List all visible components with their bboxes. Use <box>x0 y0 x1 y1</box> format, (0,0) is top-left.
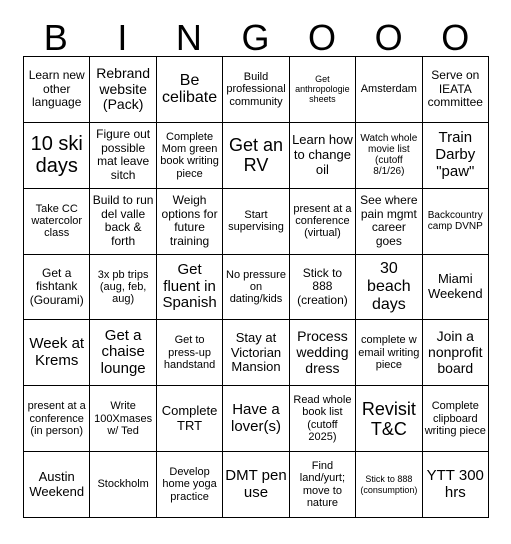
cell-text: Build to run del valle back & forth <box>92 193 154 248</box>
bingo-cell[interactable] <box>290 320 356 386</box>
header-letter-7: O <box>441 17 471 58</box>
bingo-cell[interactable] <box>157 255 223 321</box>
bingo-cell[interactable] <box>423 123 489 189</box>
bingo-cell[interactable] <box>90 123 156 189</box>
cell-text: 30 beach days <box>367 260 411 313</box>
cell-text: Develop home yoga practice <box>162 466 217 503</box>
cell-text: present at a conference (virtual) <box>293 202 352 240</box>
header-letter-2: I <box>117 17 129 58</box>
bingo-cell[interactable] <box>24 320 90 386</box>
cell-text: Be celibate <box>161 71 218 107</box>
bingo-cell[interactable] <box>157 57 223 123</box>
bingo-cell[interactable] <box>223 386 289 452</box>
bingo-cell[interactable] <box>223 57 289 123</box>
bingo-cell[interactable] <box>356 320 422 386</box>
cell-text: Learn new other language <box>28 68 85 110</box>
bingo-cell[interactable] <box>423 189 489 255</box>
cell-text: Stick to 888 (consumption) <box>360 474 418 495</box>
cell-text: Complete Mom green book writing piece <box>160 130 219 180</box>
bingo-cell[interactable] <box>356 189 422 255</box>
bingo-cell[interactable] <box>90 57 156 123</box>
header-letter-3: N <box>175 17 203 58</box>
cell-text: No pressure on dating/kids <box>226 268 286 306</box>
bingo-cell[interactable] <box>157 123 223 189</box>
cell-text: Get anthropologie sheets <box>295 74 350 105</box>
bingo-header <box>23 14 489 62</box>
bingo-cell[interactable] <box>356 255 422 321</box>
bingo-cell[interactable] <box>290 189 356 255</box>
cell-text: YTT 300 hrs <box>426 466 484 501</box>
cell-text: Backcountry camp DVNP <box>427 209 483 233</box>
bingo-cell[interactable] <box>24 123 90 189</box>
cell-text: 10 ski days <box>30 132 83 178</box>
cell-text: Rebrand website (Pack) <box>96 64 150 113</box>
cell-text: Build professional community <box>226 70 286 108</box>
cell-text: Stick to 888 (creation) <box>297 265 348 307</box>
cell-text: Get an RV <box>228 135 284 176</box>
bingo-cell[interactable] <box>223 452 289 518</box>
header-letter-4: G <box>241 17 271 58</box>
cell-text: Get fluent in Spanish <box>162 260 217 312</box>
header-letter-1: B <box>43 17 69 58</box>
bingo-cell[interactable] <box>356 123 422 189</box>
bingo-cell[interactable] <box>223 255 289 321</box>
cell-text: Weigh options for future training <box>161 193 218 248</box>
bingo-board <box>23 56 489 518</box>
bingo-cell[interactable] <box>157 452 223 518</box>
cell-text: Get a chaise lounge <box>100 326 146 378</box>
bingo-cell[interactable] <box>423 255 489 321</box>
cell-text: Train Darby "paw" <box>435 129 476 180</box>
cell-text: Austin Weekend <box>29 469 85 499</box>
cell-text: Process wedding dress <box>296 328 349 376</box>
bingo-cell[interactable] <box>290 123 356 189</box>
bingo-cell[interactable] <box>157 320 223 386</box>
cell-text: DMT pen use <box>225 466 287 501</box>
bingo-cell[interactable] <box>290 386 356 452</box>
bingo-cell[interactable] <box>24 57 90 123</box>
cell-text: Serve on IEATA committee <box>427 68 483 110</box>
cell-text: Miami Weekend <box>427 271 483 301</box>
bingo-cell[interactable] <box>90 189 156 255</box>
cell-text: present at a conference (in person) <box>27 400 86 437</box>
bingo-cell[interactable] <box>90 255 156 321</box>
header-letter-5: O <box>308 17 338 58</box>
bingo-cell[interactable] <box>356 57 422 123</box>
cell-text: Read whole book list (cutoff 2025) <box>293 394 352 444</box>
cell-text: Complete clipboard writing piece <box>424 400 486 437</box>
bingo-cell[interactable] <box>423 57 489 123</box>
cell-text: Get a fishtank (Gourami) <box>29 265 84 307</box>
cell-text: Join a nonprofit board <box>428 328 483 376</box>
bingo-cell[interactable] <box>290 452 356 518</box>
cell-text: Find land/yurt; move to nature <box>299 459 346 509</box>
cell-text: Watch whole movie list (cutoff 8/1/26) <box>360 132 418 178</box>
bingo-cell[interactable] <box>24 452 90 518</box>
cell-text: 3x pb trips (aug, feb, aug) <box>97 268 149 306</box>
header-letter-6: O <box>374 17 404 58</box>
cell-text: Complete TRT <box>161 403 218 433</box>
cell-text: Revisit T&C <box>361 398 416 439</box>
bingo-cell[interactable] <box>356 452 422 518</box>
bingo-cell[interactable] <box>90 452 156 518</box>
bingo-cell[interactable] <box>223 123 289 189</box>
cell-text: See where pain mgmt career goes <box>360 193 418 248</box>
cell-text: Stay at Victorian Mansion <box>230 330 282 375</box>
bingo-cell[interactable] <box>356 386 422 452</box>
bingo-cell[interactable] <box>290 255 356 321</box>
bingo-cell[interactable] <box>24 386 90 452</box>
bingo-cell[interactable] <box>223 189 289 255</box>
cell-text: Stockholm <box>97 478 149 491</box>
cell-text: Week at Krems <box>29 335 85 369</box>
cell-text: Learn how to change oil <box>292 132 353 177</box>
bingo-cell[interactable] <box>90 320 156 386</box>
bingo-cell[interactable] <box>290 57 356 123</box>
cell-text: Amsterdam <box>360 83 417 96</box>
bingo-cell[interactable] <box>223 320 289 386</box>
bingo-cell[interactable] <box>423 320 489 386</box>
bingo-cell[interactable] <box>423 452 489 518</box>
cell-text: Figure out possible mat leave sitch <box>96 127 151 182</box>
bingo-cell[interactable] <box>423 386 489 452</box>
cell-text: Have a lover(s) <box>230 400 281 435</box>
cell-text: Write 100Xmases w/ Ted <box>94 400 153 437</box>
bingo-cell[interactable] <box>90 386 156 452</box>
bingo-cell[interactable] <box>24 255 90 321</box>
cell-text: Take CC watercolor class <box>31 202 83 240</box>
bingo-cell[interactable] <box>157 189 223 255</box>
cell-text: Start supervising <box>228 208 284 234</box>
cell-text: complete w email writing piece <box>358 334 420 371</box>
bingo-cell[interactable] <box>157 386 223 452</box>
bingo-cell[interactable] <box>24 189 90 255</box>
cell-text: Get to press-up handstand <box>163 334 216 371</box>
